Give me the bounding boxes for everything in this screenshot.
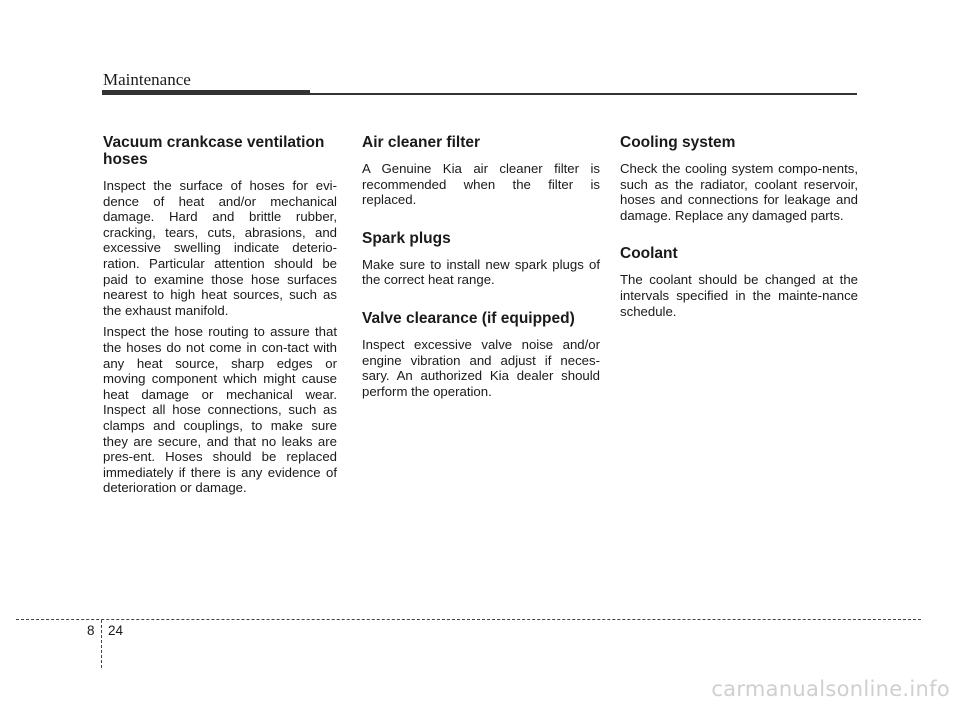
header-rule-thick — [102, 90, 310, 95]
paragraph-hose-routing: Inspect the hose routing to assure that the hoses do not come in con-tact with any heat source, sharp edges or moving component which might cause heat damage or mechanical wear. Inspect all hose connections, such as clamps and couplings, to make sure they are secure, and that no leaks are pres-ent. Hoses should be replaced immediately if there is any evidence of deterioration or damage. — [103, 324, 337, 496]
watermark: carmanualsonline.info — [711, 677, 950, 701]
paragraph-air-cleaner: A Genuine Kia air cleaner filter is recommended when the filter is replaced. — [362, 161, 600, 208]
paragraph-valve-clearance: Inspect excessive valve noise and/or engine vibration and adjust if neces-sary. An authorized Kia dealer should perform the operation. — [362, 336, 600, 399]
heading-vacuum-hoses: Vacuum crankcase ventilation hoses — [103, 134, 325, 168]
paragraph-cooling-system: Check the cooling system compo-nents, such as the radiator, coolant reservoir, hoses and connections for leakage and damage. Replace any damaged parts. — [620, 161, 858, 223]
paragraph-coolant: The coolant should be changed at the intervals specified in the mainte-nance schedule. — [620, 272, 858, 319]
footer-divider — [16, 619, 921, 620]
heading-air-cleaner: Air cleaner filter — [362, 134, 481, 151]
heading-valve-clearance: Valve clearance (if equipped) — [362, 309, 575, 327]
footer-vertical-divider — [101, 620, 102, 668]
paragraph-hose-surface: Inspect the surface of hoses for evi-dence of heat and/or mechanical damage. Hard and brittle rubber, cracking, tears, cuts, abrasions, and excessive swelling indicate deterio-ration. Particular attention should be paid to examine those hose surfaces nearest to high heat sources, such as the exhaust manifold. — [103, 178, 337, 318]
page-number: 24 — [108, 623, 124, 638]
column-right — [620, 134, 858, 325]
heading-cooling-system: Cooling system — [620, 134, 736, 151]
column-left — [103, 134, 337, 502]
paragraph-spark-plugs: Make sure to install new spark plugs of the correct heat range. — [362, 256, 600, 288]
heading-spark-plugs: Spark plugs — [362, 229, 451, 247]
section-title: Maintenance — [103, 70, 191, 89]
header-rule-thin — [310, 93, 857, 95]
chapter-number: 8 — [87, 623, 95, 638]
heading-coolant: Coolant — [620, 245, 678, 263]
column-middle — [362, 134, 600, 405]
